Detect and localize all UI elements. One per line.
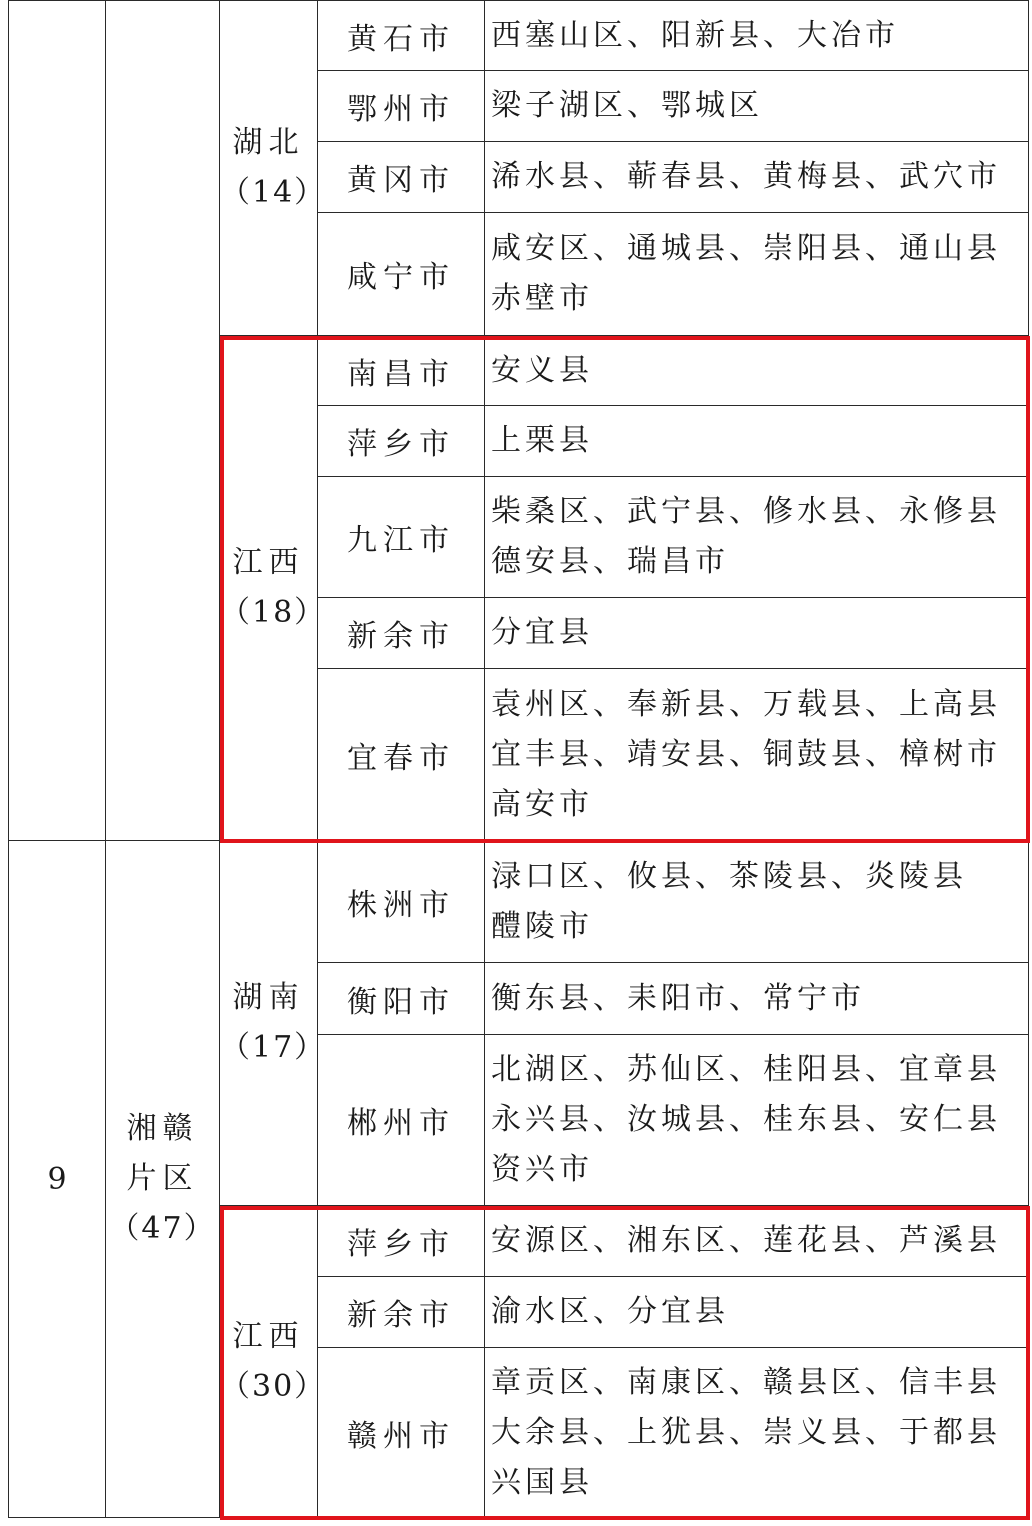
county-list: [485, 213, 1029, 336]
region-table: [8, 0, 1029, 1518]
county-line: 资兴市: [491, 1152, 593, 1187]
city-name: 赣州市: [318, 1348, 485, 1518]
county-line: 上栗县: [491, 423, 593, 458]
city-name: 衡阳市: [318, 963, 485, 1035]
county-line: 德安县、瑞昌市: [491, 544, 729, 579]
province-name: 江西: [232, 545, 305, 580]
province-cell: [220, 1, 327, 336]
county-line: 安源区、湘东区、莲花县、芦溪县: [491, 1223, 1001, 1258]
county-list: [485, 477, 1029, 598]
county-line: 高安市: [491, 786, 593, 822]
city-name: 新余市: [318, 1277, 485, 1348]
province-count: （30）: [220, 1368, 327, 1404]
province-count: （18）: [220, 595, 327, 630]
province-cell: [220, 336, 327, 841]
section-number: 9: [9, 841, 106, 1518]
county-list: [485, 71, 1029, 142]
city-name: 新余市: [318, 598, 485, 669]
county-line: 安义县: [491, 352, 593, 388]
province-count: （14）: [220, 175, 327, 210]
region-cell: [106, 841, 220, 1518]
city-name: 萍乡市: [318, 406, 485, 477]
county-list: [485, 142, 1029, 213]
county-line: 宜丰县、靖安县、铜鼓县、樟树市: [491, 736, 1001, 772]
county-line: 梁子湖区、鄂城区: [491, 88, 763, 123]
county-line: 咸安区、通城县、崇阳县、通山县: [491, 231, 1001, 266]
city-name: 鄂州市: [318, 71, 485, 142]
county-list: [485, 1, 1029, 71]
province-count: （17）: [220, 1030, 327, 1065]
province-name: 湖南: [232, 980, 305, 1015]
county-line: 袁州区、奉新县、万载县、上高县: [491, 686, 1001, 722]
county-line: 浠水县、蕲春县、黄梅县、武穴市: [491, 159, 1001, 194]
city-name: 株洲市: [318, 841, 485, 963]
region-count: （47）: [109, 1211, 216, 1246]
city-name: 黄冈市: [318, 142, 485, 213]
county-line: 永兴县、汝城县、桂东县、安仁县: [491, 1102, 1001, 1137]
county-line: 西塞山区、阳新县、大冶市: [491, 17, 899, 53]
county-list: [485, 669, 1029, 841]
section-number: [9, 1, 106, 841]
region-name-line: 湘赣: [126, 1111, 199, 1146]
city-name: 南昌市: [318, 336, 485, 406]
county-line: 赤壁市: [491, 281, 593, 316]
county-list: [485, 1277, 1029, 1348]
county-list: [485, 598, 1029, 669]
county-line: 兴国县: [491, 1464, 593, 1500]
county-line: 章贡区、南康区、赣县区、信丰县: [491, 1364, 1001, 1400]
province-name: 湖北: [232, 125, 305, 160]
city-name: 萍乡市: [318, 1206, 485, 1277]
city-name: 宜春市: [318, 669, 485, 841]
county-list: [485, 336, 1029, 406]
province-cell: [220, 841, 327, 1206]
city-name: 郴州市: [318, 1035, 485, 1206]
county-line: 北湖区、苏仙区、桂阳县、宜章县: [491, 1052, 1001, 1087]
county-list: [485, 1035, 1029, 1206]
region-name-line: 片区: [126, 1161, 199, 1196]
table-row: [9, 841, 1029, 963]
city-name: 黄石市: [318, 1, 485, 71]
county-line: 衡东县、耒阳市、常宁市: [491, 980, 865, 1016]
county-line: 渝水区、分宜县: [491, 1294, 729, 1329]
county-list: [485, 1348, 1029, 1518]
county-list: [485, 1206, 1029, 1277]
region-cell: [106, 1, 220, 841]
province-name: 江西: [232, 1318, 305, 1354]
province-cell: [220, 1206, 327, 1518]
county-line: 醴陵市: [491, 908, 593, 944]
table-row: [9, 1, 1029, 71]
county-list: [485, 406, 1029, 477]
city-name: 九江市: [318, 477, 485, 598]
county-line: 渌口区、攸县、茶陵县、炎陵县: [491, 858, 967, 894]
county-list: [485, 841, 1029, 963]
county-line: 柴桑区、武宁县、修水县、永修县: [491, 494, 1001, 529]
county-line: 大余县、上犹县、崇义县、于都县: [491, 1414, 1001, 1450]
county-list: [485, 963, 1029, 1035]
county-line: 分宜县: [491, 615, 593, 650]
city-name: 咸宁市: [318, 213, 485, 336]
